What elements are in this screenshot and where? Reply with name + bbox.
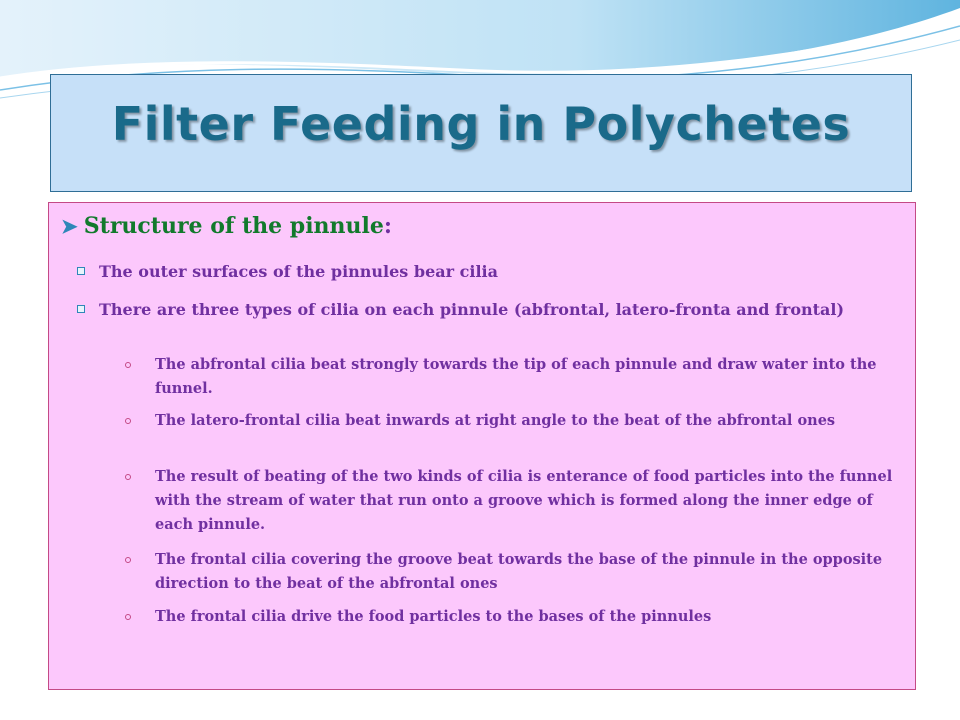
bullet-text: There are three types of cilia on each pinnule (abfrontal, latero-fronta and frontal) (99, 300, 845, 319)
square-bullet-icon (77, 267, 85, 275)
arrow-bullet-icon: ➤ (61, 214, 78, 238)
sub-bullet-item (155, 465, 893, 537)
sub-bullet-text: The result of beating of the two kinds of cilia is enterance of food particles into the funnel with the stream of water that run onto a groove which is formed along the inner edge of each pinnule. (155, 468, 893, 533)
heading-bullet (61, 211, 899, 241)
title-box (50, 74, 912, 192)
sub-bullet-item (155, 353, 893, 401)
circle-bullet-icon (125, 557, 131, 563)
sub-bullet-item (155, 409, 893, 433)
content-box (48, 202, 916, 690)
sub-bullet-text: The frontal cilia drive the food particles to the bases of the pinnules (155, 608, 712, 625)
heading-colon: : (383, 213, 393, 239)
bullet-item (99, 297, 895, 322)
sub-bullet-text: The frontal cilia covering the groove beat towards the base of the pinnule in the opposite direction to the beat of the abfrontal ones (155, 551, 883, 592)
circle-bullet-icon (125, 614, 131, 620)
bullet-text: The outer surfaces of the pinnules bear cilia (99, 262, 498, 281)
bullet-item (99, 259, 895, 284)
sub-bullet-item (155, 548, 893, 596)
heading-text: Structure of the pinnule (83, 213, 384, 239)
sub-bullet-text: The latero-frontal cilia beat inwards at right angle to the beat of the abfrontal ones (155, 412, 836, 429)
circle-bullet-icon (125, 418, 131, 424)
sub-bullet-text: The abfrontal cilia beat strongly towards the tip of each pinnule and draw water into the funnel. (155, 356, 877, 397)
square-bullet-icon (77, 305, 85, 313)
slide-title: Filter Feeding in Polychetes (111, 97, 851, 151)
sub-bullet-item (155, 605, 893, 629)
circle-bullet-icon (125, 362, 131, 368)
circle-bullet-icon (125, 474, 131, 480)
